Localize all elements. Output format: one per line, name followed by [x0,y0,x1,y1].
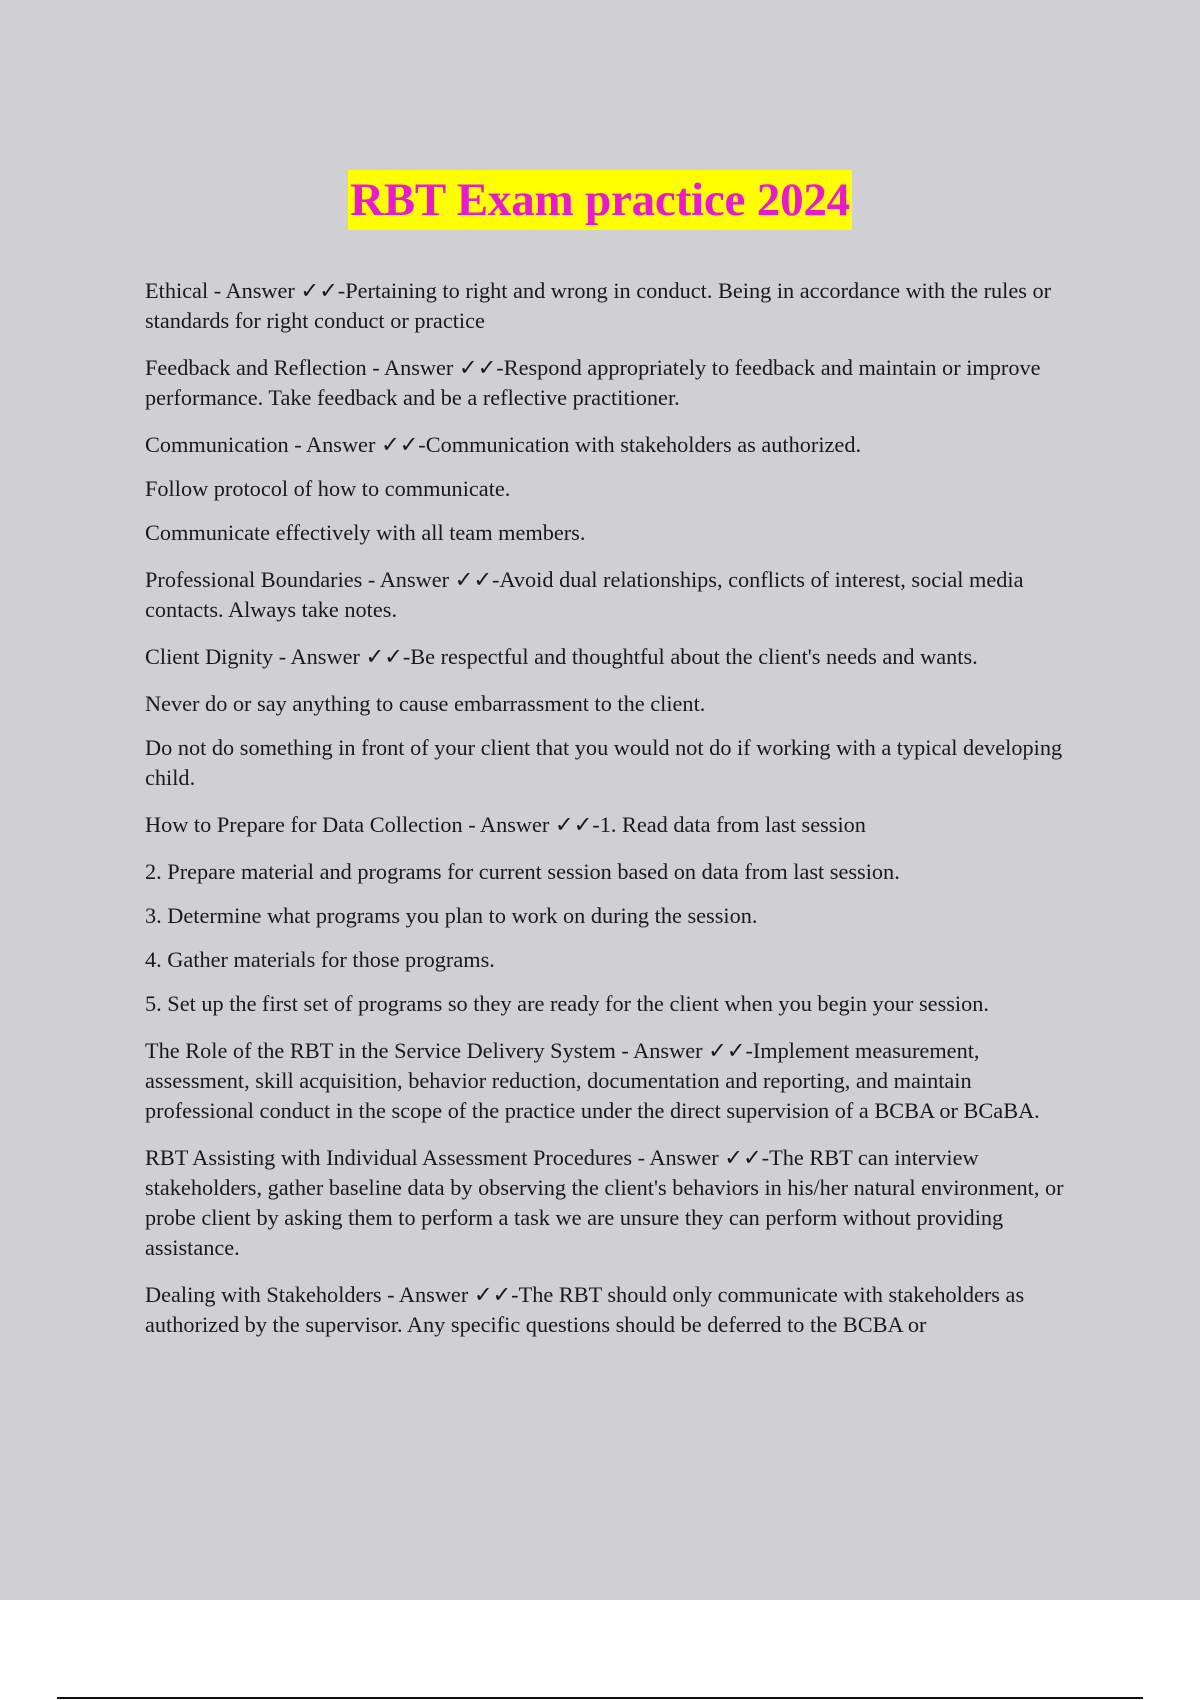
paragraph-assessment-procedures: RBT Assisting with Individual Assessment Procedures - Answer ✓✓-The RBT can interview stakeholders, gather baseline data by observing the client's behaviors in his/her natural environment, or probe client by asking them to perform a task we are unsure they can perform without providing assistance. [145,1145,1064,1260]
paragraph-step-5: 5. Set up the first set of programs so they are ready for the client when you begin your session. [145,991,989,1016]
paragraph-step-4: 4. Gather materials for those programs. [145,947,495,972]
title-wrapper [0,170,1200,230]
footer-divider [57,1697,1143,1699]
paragraph-step-3: 3. Determine what programs you plan to work on during the session. [145,903,758,928]
paragraph-feedback-reflection: Feedback and Reflection - Answer ✓✓-Respond appropriately to feedback and maintain or improve performance. Take feedback and be a reflective practitioner. [145,355,1041,410]
paragraph-stakeholders: Dealing with Stakeholders - Answer ✓✓-The RBT should only communicate with stakeholders as authorized by the supervisor. Any specific questions should be deferred to the BCBA or [145,1282,1025,1337]
paragraph-client-dignity: Client Dignity - Answer ✓✓-Be respectful and thoughtful about the client's needs and wants. [145,644,978,669]
paragraph-follow-protocol: Follow protocol of how to communicate. [145,476,511,501]
paragraph-communicate-team: Communicate effectively with all team members. [145,520,586,545]
paragraph-typical-child: Do not do something in front of your client that you would not do if working with a typical developing child. [145,735,1063,790]
paragraph-never-embarrass: Never do or say anything to cause embarrassment to the client. [145,691,706,716]
paragraph-step-2: 2. Prepare material and programs for current session based on data from last session. [145,859,900,884]
paragraph-data-collection: How to Prepare for Data Collection - Answer ✓✓-1. Read data from last session [145,812,866,837]
paragraph-communication: Communication - Answer ✓✓-Communication with stakeholders as authorized. [145,432,862,457]
paragraph-professional-boundaries: Professional Boundaries - Answer ✓✓-Avoid dual relationships, conflicts of interest, social media contacts. Always take notes. [145,567,1024,622]
document-body [145,276,1085,1357]
page-title: RBT Exam practice 2024 [348,170,852,230]
paragraph-role-of-rbt: The Role of the RBT in the Service Delivery System - Answer ✓✓-Implement measurement, assessment, skill acquisition, behavior reduction, documentation and reporting, and maintain professional conduct in the scope of the practice under the direct supervision of a BCBA or BCaBA. [145,1038,1040,1123]
paragraph-ethical: Ethical - Answer ✓✓-Pertaining to right and wrong in conduct. Being in accordance with the rules or standards for right conduct or practice [145,278,1052,333]
